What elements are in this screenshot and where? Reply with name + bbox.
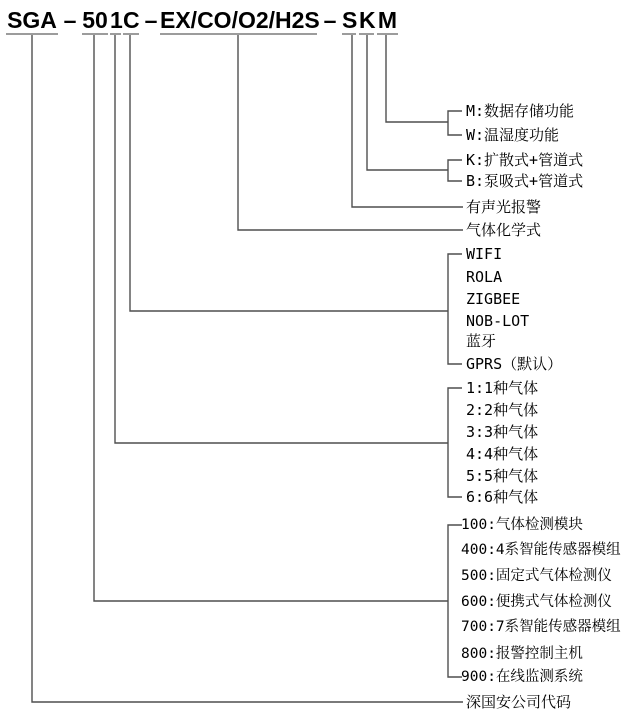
branch-line-gas-count	[115, 34, 448, 443]
code-separator: –	[323, 7, 337, 33]
label-gas-count-4: 4:4种气体	[466, 445, 539, 463]
code-separator: –	[63, 7, 77, 33]
bracket-series	[448, 525, 462, 677]
code-part-storage: M	[377, 7, 398, 33]
code-part-gas-count: 1	[110, 7, 123, 33]
label-comm-gprs: GPRS（默认）	[466, 355, 563, 373]
code-separator: –	[144, 7, 158, 33]
branch-line-comm	[130, 34, 448, 311]
label-gas-formula: 气体化学式	[466, 221, 542, 239]
code-part-alarm: S	[342, 7, 358, 33]
label-comm-nob-lot: NOB-LOT	[466, 312, 530, 330]
label-series-600: 600:便携式气体检测仪	[461, 594, 612, 610]
label-series-500: 500:固定式气体检测仪	[461, 568, 612, 584]
branch-line-sampling	[367, 34, 448, 170]
branch-line-storage	[386, 34, 448, 122]
label-company-code: 深国安公司代码	[466, 693, 572, 711]
label-storage-m: M:数据存储功能	[466, 102, 575, 120]
bracket-storage	[448, 111, 462, 135]
branch-line-gases	[238, 34, 463, 230]
label-alarm: 有声光报警	[466, 198, 542, 216]
label-series-400: 400:4系智能传感器模组	[461, 542, 621, 558]
code-part-sampling: K	[359, 7, 376, 33]
code-part-gases: EX/CO/O2/H2S	[160, 7, 320, 33]
label-gas-count-6: 6:6种气体	[466, 488, 539, 506]
label-gas-count-1: 1:1种气体	[466, 379, 539, 397]
code-part-company: SGA	[7, 7, 57, 33]
branch-line-alarm	[352, 34, 463, 207]
code-part-series: 50	[82, 7, 108, 33]
label-comm-zigbee: ZIGBEE	[466, 290, 521, 308]
bracket-sampling	[448, 160, 462, 181]
label-comm-bluetooth: 蓝牙	[466, 332, 497, 350]
label-comm-wifi: WIFI	[466, 245, 503, 263]
bracket-gas-count	[448, 388, 462, 497]
label-series-700: 700:7系智能传感器模组	[461, 619, 621, 635]
branch-line-series	[94, 34, 448, 601]
label-series-800: 800:报警控制主机	[461, 646, 583, 662]
branch-line-company	[32, 34, 463, 702]
label-storage-w: W:温湿度功能	[466, 126, 560, 144]
label-comm-rola: ROLA	[466, 268, 503, 286]
label-gas-count-2: 2:2种气体	[466, 401, 539, 419]
bracket-comm	[448, 254, 462, 364]
label-gas-count-3: 3:3种气体	[466, 423, 539, 441]
label-sampling-k: K:扩散式+管道式	[466, 151, 584, 169]
label-series-100: 100:气体检测模块	[461, 517, 583, 533]
code-part-comm: C	[123, 7, 140, 33]
label-series-900: 900:在线监测系统	[461, 669, 583, 685]
label-sampling-b: B:泵吸式+管道式	[466, 172, 584, 190]
label-gas-count-5: 5:5种气体	[466, 467, 539, 485]
